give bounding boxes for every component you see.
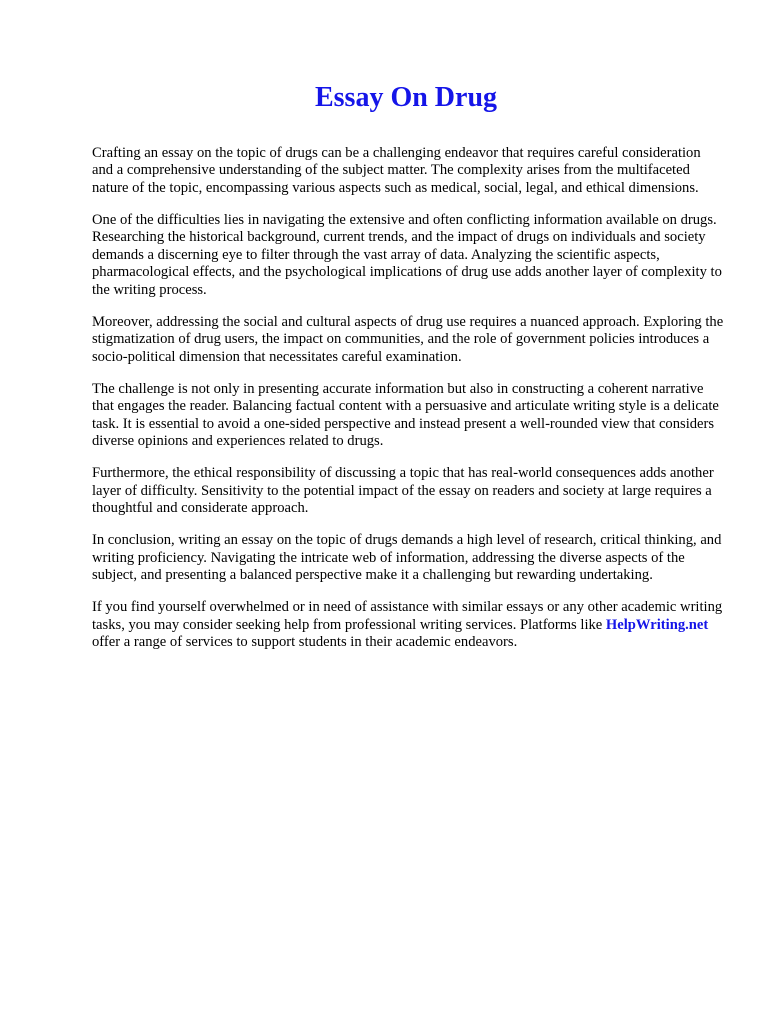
- closing-text-before-link: If you find yourself overwhelmed or in need of assistance with similar essays or any other academic writing tasks, you may consider seeking help from professional writing services. Platforms like: [92, 599, 723, 633]
- page-title: Essay On Drug: [314, 82, 498, 113]
- paragraph-closing: [92, 599, 724, 651]
- paragraph-conclusion: In conclusion, writing an essay on the topic of drugs demands a high level of research, critical thinking, and writing proficiency. Navigating the intricate web of information, addressing the diverse aspects of the subject, and presenting a balanced perspective make it a challenging but rewarding undertaking.: [92, 532, 722, 584]
- paragraph-narrative-challenge: The challenge is not only in presenting accurate information but also in constructing a coherent narrative that engages the reader. Balancing factual content with a persuasive and articulate writing style is a delicate task. It is essential to avoid a one-sided perspective and instead present a well-rounded view that considers diverse opinions and experiences related to drugs.: [92, 380, 719, 450]
- paragraph-ethical-responsibility: Furthermore, the ethical responsibility of discussing a topic that has real-world consequences adds another layer of difficulty. Sensitivity to the potential impact of the essay on readers and society at large requires a thoughtful and considerate approach.: [92, 465, 714, 517]
- paragraph-intro: Crafting an essay on the topic of drugs can be a challenging endeavor that requires careful consideration and a comprehensive understanding of the subject matter. The complexity arises from the multifaceted nature of the topic, encompassing various aspects such as medical, social, legal, and ethical dimensions.: [92, 145, 701, 196]
- closing-text-after-link: offer a range of services to support students in their academic endeavors.: [92, 634, 518, 651]
- essay-body: [92, 145, 724, 666]
- helpwriting-link[interactable]: HelpWriting.net: [605, 616, 709, 633]
- paragraph-social-cultural: Moreover, addressing the social and cultural aspects of drug use requires a nuanced approach. Exploring the stigmatization of drug users, the impact on communities, and the role of government policies introduces a socio-political dimension that necessitates careful examination.: [92, 313, 724, 365]
- paragraph-information-difficulties: One of the difficulties lies in navigating the extensive and often conflicting information available on drugs. Researching the historical background, current trends, and the impact of drugs on individuals and society demands a discerning eye to filter through the vast array of data. Analyzing the scientific aspects, pharmacological effects, and the psychological implications of drug use adds another layer of complexity to the writing process.: [92, 212, 722, 298]
